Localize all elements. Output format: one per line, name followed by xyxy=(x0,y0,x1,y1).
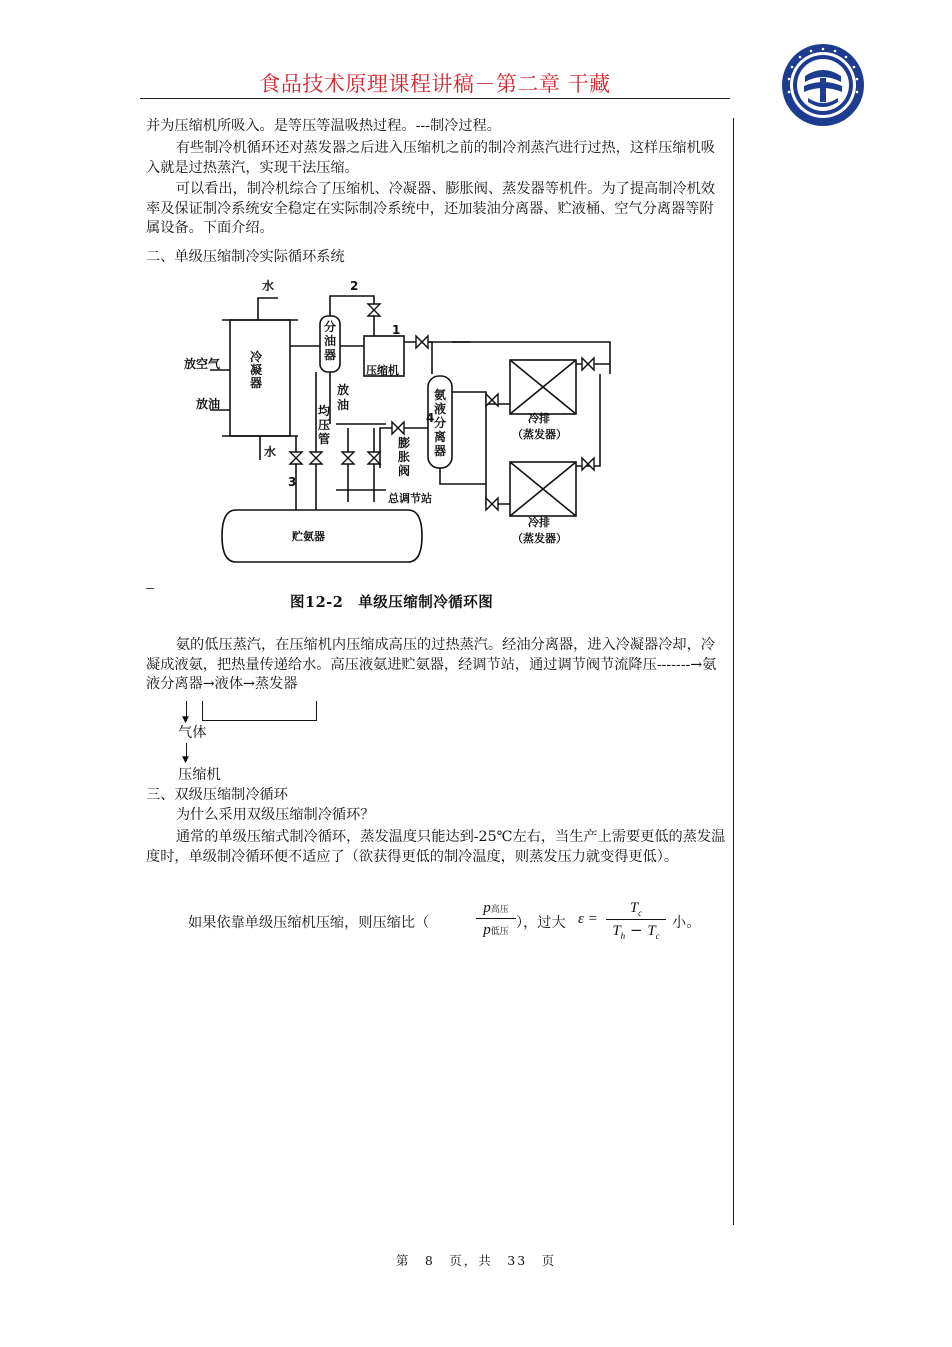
flow-line xyxy=(316,701,317,721)
section-heading: 三、双级压缩制冷循环 xyxy=(146,787,288,803)
label-drain-oil-left: 放油 xyxy=(196,397,221,411)
label-equal-pipe: 均压管 xyxy=(318,404,331,446)
label-evap2-a: 冷排 xyxy=(528,516,550,529)
label-ammonia-separator: 氨液分离器 xyxy=(434,388,447,458)
flow-gas-label: 气体 xyxy=(178,725,207,741)
label-drain-oil: 放油 xyxy=(337,383,350,412)
label-receiver: 贮氨器 xyxy=(292,530,325,543)
formula-text-mid: ），过大 xyxy=(516,915,566,931)
cop-fraction: $T_c$ $T_h - T_c$ xyxy=(606,898,666,941)
right-margin-rule xyxy=(733,118,734,1225)
flow-line xyxy=(202,720,316,721)
label-evap1-b: （蒸发器） xyxy=(512,428,567,441)
label-expansion-valve: 膨胀阀 xyxy=(398,436,411,478)
formula-text-pre: 如果依靠单级压缩机压缩，则压缩比（ xyxy=(188,915,430,931)
paragraph: 为什么采用双级压缩制冷循环？ xyxy=(175,807,375,823)
figure-caption: 图12-2 单级压缩制冷循环图 xyxy=(290,594,494,611)
page-title: 食品技术原理课程讲稿－第二章 干藏 xyxy=(259,72,611,96)
label-compressor: 压缩机 xyxy=(366,364,399,377)
label-vent-air: 放空气 xyxy=(184,357,221,371)
header-rule xyxy=(140,98,730,99)
divider xyxy=(146,588,154,589)
paragraph: 氨的低压蒸汽，在压缩机内压缩成高压的过热蒸汽。经油分离器，进入冷凝器冷却，冷凝成液氨，把热量传递给水。高压液氨进贮氨器，经调节站，通过调节阀节流降压-------→氨液分离器→液体→蒸发器 xyxy=(146,637,717,692)
paragraph: 并为压缩机所吸入。是等压等温吸热过程。---制冷过程。 xyxy=(146,118,501,134)
label-water-top: 水 xyxy=(262,279,275,293)
label-condenser: 冷凝器 xyxy=(250,350,263,390)
label-oil-separator: 分油器 xyxy=(324,320,337,362)
label-station: 总调节站 xyxy=(388,492,432,505)
paragraph: 可以看出，制冷机综合了压缩机、冷凝器、膨胀阀、蒸发器等机件。为了提高制冷机效率及保证制冷系统安全稳定在实际制冷系统中，还加装油分离器、贮液桶、空气分离器等附属设备。下面介绍。 xyxy=(146,181,715,236)
flow-line xyxy=(202,701,203,721)
formula-text-post: 小。 xyxy=(672,915,701,931)
paragraph: 通常的单级压缩式制冷循环，蒸发温度只能达到-25℃左右，当生产上需要更低的蒸发温度时，单级制冷循环便不适应了（欲获得更低的制冷温度，则蒸发压力就变得更低）。 xyxy=(146,829,726,865)
label-2: 2 xyxy=(350,279,359,293)
section-heading: 二、单级压缩制冷实际循环系统 xyxy=(146,249,345,265)
label-4: 4 xyxy=(426,411,435,425)
flow-compressor-label: 压缩机 xyxy=(178,767,221,783)
university-logo-icon xyxy=(780,42,866,128)
label-water-bottom: 水 xyxy=(264,445,277,459)
arrow-down-icon: ▼ xyxy=(182,715,189,725)
epsilon-symbol: ε = xyxy=(578,911,598,927)
page-number: 第 8 页，共 33 页 xyxy=(395,1253,557,1268)
label-evap2-b: （蒸发器） xyxy=(512,532,567,545)
paragraph: 有些制冷机循环还对蒸发器之后进入压缩机之前的制冷剂蒸汽进行过热，这样压缩机吸入就是过热蒸汽，实现干法压缩。 xyxy=(146,140,715,176)
pressure-ratio: p高压 p低压 xyxy=(476,898,516,939)
arrow-down-icon: ▼ xyxy=(182,755,189,765)
refrigeration-cycle-diagram xyxy=(170,272,630,572)
label-1: 1 xyxy=(392,323,401,337)
label-evap1-a: 冷排 xyxy=(528,412,550,425)
label-3: 3 xyxy=(288,475,297,489)
